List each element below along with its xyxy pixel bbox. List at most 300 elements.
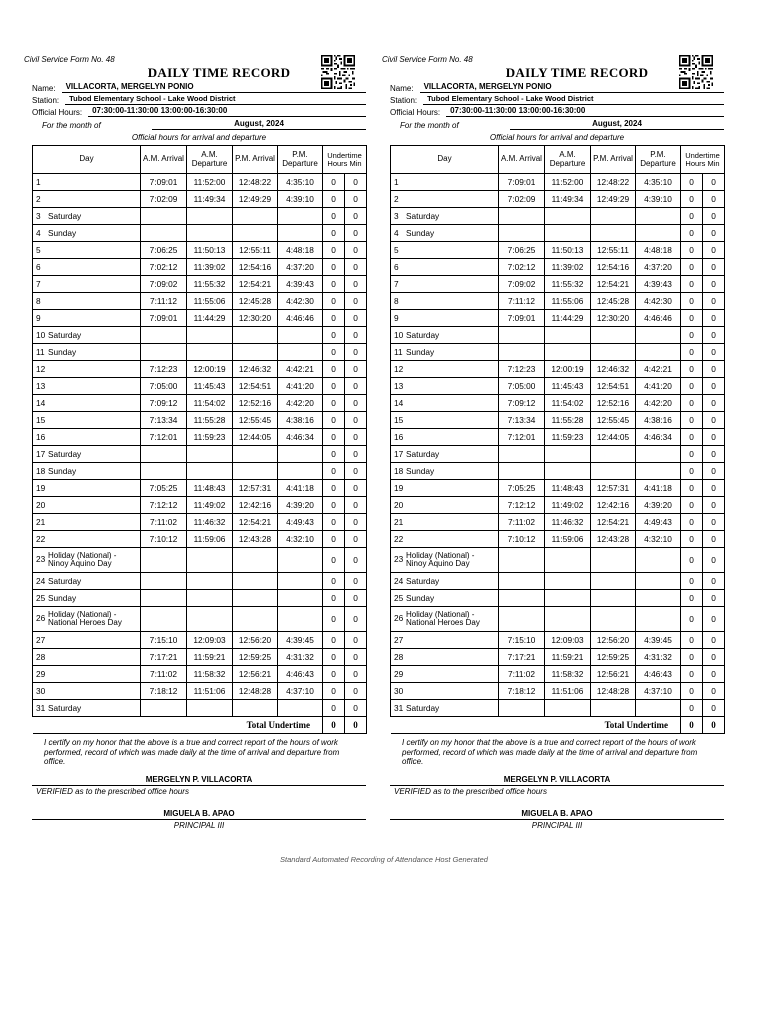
official-hours-line [390, 105, 724, 117]
table-row [391, 683, 725, 700]
cell-am-arr [499, 548, 545, 573]
cell-min: 0 [703, 310, 725, 327]
cell-hrs: 0 [323, 666, 345, 683]
day-number: 8 [394, 296, 399, 306]
cell-pm-dep [278, 548, 323, 573]
cell-pm-dep: 4:37:10 [636, 683, 681, 700]
cell-pm-arr: 12:59:25 [591, 649, 636, 666]
name-line [390, 81, 724, 93]
cell-pm-arr: 12:43:28 [233, 531, 278, 548]
table-row [391, 649, 725, 666]
cell-pm-arr: 12:48:28 [591, 683, 636, 700]
cell-am-arr: 7:02:09 [141, 191, 187, 208]
cell-am-dep [545, 548, 591, 573]
day-number: 18 [394, 466, 404, 476]
cell-am-arr: 7:13:34 [141, 412, 187, 429]
cell-hrs: 0 [323, 327, 345, 344]
name-line [32, 81, 366, 93]
cell-am-arr: 7:13:34 [499, 412, 545, 429]
cell-hrs: 0 [681, 666, 703, 683]
day-cell [33, 497, 141, 514]
cell-pm-dep: 4:39:10 [278, 191, 323, 208]
table-row [391, 632, 725, 649]
total-minutes: 0 [703, 717, 725, 734]
employee-signature: MERGELYN P. VILLACORTA [390, 774, 724, 786]
cell-pm-arr: 12:44:05 [233, 429, 278, 446]
table-row [391, 446, 725, 463]
official-hours-value: 07:30:00-11:30:00 13:00:00-16:30:00 [446, 105, 724, 117]
cell-hrs: 0 [681, 514, 703, 531]
cell-am-dep [187, 225, 233, 242]
table-row [391, 276, 725, 293]
cell-am-dep [545, 573, 591, 590]
cell-hrs: 0 [681, 607, 703, 632]
cell-pm-dep: 4:38:16 [636, 412, 681, 429]
cell-pm-dep: 4:46:46 [636, 310, 681, 327]
col-pm-arrival: P.M. Arrival [233, 146, 278, 174]
cell-pm-arr: 12:55:11 [591, 242, 636, 259]
cell-pm-arr: 12:48:22 [591, 174, 636, 191]
cell-pm-dep [636, 700, 681, 717]
day-number: 1 [36, 177, 41, 187]
total-undertime-label: Total Undertime [33, 717, 323, 734]
month-label: For the month of [400, 121, 459, 130]
day-cell [33, 531, 141, 548]
cell-min: 0 [345, 607, 367, 632]
cell-am-arr [141, 607, 187, 632]
station-label: Station: [32, 96, 60, 105]
day-cell [391, 327, 499, 344]
cell-am-arr: 7:17:21 [499, 649, 545, 666]
cell-pm-dep [636, 225, 681, 242]
day-number: 7 [36, 279, 41, 289]
table-row [33, 225, 367, 242]
cell-min: 0 [703, 590, 725, 607]
day-label: Holiday (National) - National Heroes Day [406, 610, 480, 627]
table-row [33, 259, 367, 276]
cell-min: 0 [345, 361, 367, 378]
cell-hrs: 0 [323, 514, 345, 531]
cell-pm-dep: 4:31:32 [278, 649, 323, 666]
cell-pm-arr [233, 463, 278, 480]
cell-hrs: 0 [323, 225, 345, 242]
cell-pm-dep: 4:42:21 [636, 361, 681, 378]
cell-am-dep: 12:09:03 [187, 632, 233, 649]
day-label: Saturday [406, 330, 440, 340]
cell-pm-arr: 12:54:21 [233, 276, 278, 293]
day-number: 16 [36, 432, 46, 442]
cell-min: 0 [703, 259, 725, 276]
day-number: 31 [394, 703, 404, 713]
table-row [391, 293, 725, 310]
cell-am-arr: 7:18:12 [141, 683, 187, 700]
day-cell [391, 590, 499, 607]
supervisor-name: MIGUELA B. APAO [390, 808, 724, 820]
dtr-form-right [382, 54, 724, 831]
cell-hrs: 0 [323, 310, 345, 327]
cell-pm-arr: 12:56:21 [233, 666, 278, 683]
day-cell [33, 700, 141, 717]
month-value: August, 2024 [152, 118, 366, 130]
cell-hrs: 0 [323, 700, 345, 717]
day-cell [33, 395, 141, 412]
day-number: 11 [36, 347, 45, 357]
cell-min: 0 [345, 276, 367, 293]
day-number: 13 [36, 381, 46, 391]
cell-am-arr [499, 327, 545, 344]
table-body [33, 174, 367, 717]
cell-hrs: 0 [681, 327, 703, 344]
table-row [391, 344, 725, 361]
cell-min: 0 [703, 344, 725, 361]
cell-hrs: 0 [323, 446, 345, 463]
day-number: 8 [36, 296, 41, 306]
cell-hrs: 0 [323, 361, 345, 378]
cell-min: 0 [345, 531, 367, 548]
day-cell [33, 632, 141, 649]
month-value: August, 2024 [510, 118, 724, 130]
table-row [33, 548, 367, 573]
cell-am-dep: 12:00:19 [545, 361, 591, 378]
day-cell [391, 191, 499, 208]
table-row [33, 310, 367, 327]
col-day: Day [33, 146, 141, 174]
cell-hrs: 0 [323, 412, 345, 429]
cell-min: 0 [703, 276, 725, 293]
cell-am-dep: 11:51:06 [187, 683, 233, 700]
cell-am-dep: 11:52:00 [545, 174, 591, 191]
cell-pm-dep: 4:39:45 [636, 632, 681, 649]
day-number: 28 [36, 652, 46, 662]
cell-hrs: 0 [681, 497, 703, 514]
cell-pm-dep: 4:39:45 [278, 632, 323, 649]
day-label: Sunday [48, 347, 77, 357]
col-day: Day [391, 146, 499, 174]
day-number: 4 [36, 228, 41, 238]
cell-min: 0 [703, 361, 725, 378]
cell-min: 0 [345, 327, 367, 344]
cell-am-arr [499, 573, 545, 590]
cell-hrs: 0 [323, 174, 345, 191]
cell-am-arr: 7:05:00 [499, 378, 545, 395]
cell-hrs: 0 [681, 293, 703, 310]
day-label: Sunday [406, 593, 435, 603]
cell-pm-arr: 12:55:45 [233, 412, 278, 429]
cell-pm-dep [636, 344, 681, 361]
day-cell [33, 174, 141, 191]
cell-am-dep [187, 548, 233, 573]
day-number: 22 [394, 534, 404, 544]
cell-hrs: 0 [323, 683, 345, 700]
cell-am-dep: 11:39:02 [545, 259, 591, 276]
table-row [33, 412, 367, 429]
cell-am-dep [187, 590, 233, 607]
cell-hrs: 0 [323, 208, 345, 225]
day-number: 21 [36, 517, 46, 527]
cell-hrs: 0 [323, 259, 345, 276]
cell-pm-dep [278, 344, 323, 361]
cell-min: 0 [345, 497, 367, 514]
day-label: Saturday [48, 330, 82, 340]
cell-pm-dep: 4:42:20 [278, 395, 323, 412]
cell-min: 0 [703, 666, 725, 683]
table-row [391, 429, 725, 446]
cell-am-dep: 11:59:21 [187, 649, 233, 666]
cell-pm-arr [591, 208, 636, 225]
cell-hrs: 0 [681, 361, 703, 378]
day-number: 11 [394, 347, 403, 357]
cell-min: 0 [703, 208, 725, 225]
cell-am-dep: 11:54:02 [187, 395, 233, 412]
cell-pm-arr [233, 573, 278, 590]
cell-pm-dep: 4:35:10 [278, 174, 323, 191]
attendance-table [390, 145, 725, 734]
day-number: 22 [36, 534, 46, 544]
cell-am-arr [141, 548, 187, 573]
table-row [391, 191, 725, 208]
table-row [391, 310, 725, 327]
table-header-row [391, 146, 725, 174]
month-line [390, 117, 724, 130]
table-row [391, 548, 725, 573]
table-row [33, 208, 367, 225]
cell-am-arr: 7:09:02 [499, 276, 545, 293]
form-title: DAILY TIME RECORD [505, 65, 649, 80]
day-cell [33, 446, 141, 463]
cell-pm-dep [636, 463, 681, 480]
day-number: 5 [36, 245, 41, 255]
cell-am-dep: 11:52:00 [187, 174, 233, 191]
cell-am-dep: 11:54:02 [545, 395, 591, 412]
table-row [33, 463, 367, 480]
cell-pm-dep: 4:49:43 [636, 514, 681, 531]
cell-am-arr [499, 225, 545, 242]
cell-am-dep: 11:58:32 [545, 666, 591, 683]
cell-am-dep [187, 463, 233, 480]
day-cell [391, 480, 499, 497]
day-number: 15 [394, 415, 404, 425]
cell-hrs: 0 [681, 225, 703, 242]
form-number: Civil Service Form No. 48 [382, 55, 473, 64]
day-number: 21 [394, 517, 404, 527]
cell-hrs: 0 [681, 344, 703, 361]
day-number: 3 [394, 211, 399, 221]
cell-am-dep: 11:46:32 [545, 514, 591, 531]
day-number: 9 [394, 313, 399, 323]
cell-pm-dep: 4:41:20 [636, 378, 681, 395]
cell-min: 0 [703, 242, 725, 259]
cell-hrs: 0 [323, 573, 345, 590]
cell-min: 0 [345, 632, 367, 649]
cell-am-arr [141, 700, 187, 717]
cell-hrs: 0 [323, 293, 345, 310]
cell-min: 0 [703, 497, 725, 514]
cell-pm-dep [278, 225, 323, 242]
supervisor-position: PRINCIPAL III [173, 821, 225, 830]
name-label: Name: [390, 84, 414, 93]
qr-code-icon [676, 55, 716, 89]
table-row [391, 412, 725, 429]
cell-pm-dep [278, 208, 323, 225]
cell-min: 0 [345, 259, 367, 276]
cell-pm-dep: 4:37:10 [278, 683, 323, 700]
table-row [33, 531, 367, 548]
cell-min: 0 [703, 649, 725, 666]
day-cell [33, 361, 141, 378]
cell-min: 0 [345, 174, 367, 191]
cell-am-arr: 7:10:12 [499, 531, 545, 548]
day-number: 5 [394, 245, 399, 255]
day-cell [391, 242, 499, 259]
cell-am-dep [187, 573, 233, 590]
cell-am-dep: 11:55:06 [545, 293, 591, 310]
cell-pm-dep: 4:32:10 [636, 531, 681, 548]
table-row [33, 607, 367, 632]
cell-hrs: 0 [681, 174, 703, 191]
cell-am-arr: 7:12:01 [141, 429, 187, 446]
table-row [391, 480, 725, 497]
cell-pm-arr: 12:54:16 [233, 259, 278, 276]
cell-am-dep: 11:55:28 [187, 412, 233, 429]
cell-am-dep: 11:48:43 [187, 480, 233, 497]
official-hours-label: Official Hours: [32, 108, 83, 117]
day-label: Saturday [48, 703, 82, 713]
cell-pm-arr: 12:55:45 [591, 412, 636, 429]
cell-am-arr [141, 208, 187, 225]
cell-am-dep [545, 344, 591, 361]
verified-text: VERIFIED as to the prescribed office hours [36, 787, 189, 796]
table-row [33, 573, 367, 590]
cell-pm-dep: 4:46:43 [278, 666, 323, 683]
day-cell [391, 174, 499, 191]
day-number: 3 [36, 211, 41, 221]
cell-am-arr: 7:15:10 [141, 632, 187, 649]
day-cell [391, 225, 499, 242]
day-number: 30 [36, 686, 46, 696]
col-pm-departure: P.M. Departure [636, 146, 681, 174]
cell-pm-arr: 12:56:20 [591, 632, 636, 649]
day-number: 15 [36, 415, 46, 425]
day-number: 19 [394, 483, 404, 493]
cell-pm-arr [233, 607, 278, 632]
cell-hrs: 0 [681, 429, 703, 446]
cell-pm-dep: 4:39:43 [636, 276, 681, 293]
official-hours-note: Official hours for arrival and departure [131, 133, 267, 142]
cell-pm-dep: 4:49:43 [278, 514, 323, 531]
cell-am-dep [545, 463, 591, 480]
cell-min: 0 [345, 191, 367, 208]
cell-pm-arr: 12:48:22 [233, 174, 278, 191]
cell-am-dep [187, 344, 233, 361]
day-number: 31 [36, 703, 46, 713]
cell-am-arr [141, 446, 187, 463]
cell-hrs: 0 [681, 259, 703, 276]
cell-min: 0 [703, 293, 725, 310]
table-row [391, 700, 725, 717]
day-cell [391, 700, 499, 717]
day-number: 19 [36, 483, 46, 493]
cell-am-arr: 7:09:02 [141, 276, 187, 293]
cell-min: 0 [345, 683, 367, 700]
cell-pm-dep [636, 327, 681, 344]
cell-am-arr: 7:12:12 [141, 497, 187, 514]
cell-pm-arr [591, 573, 636, 590]
cell-am-arr [141, 463, 187, 480]
cell-pm-dep [636, 446, 681, 463]
day-number: 24 [394, 576, 404, 586]
table-row [33, 666, 367, 683]
day-number: 17 [394, 449, 404, 459]
cell-min: 0 [345, 208, 367, 225]
cell-min: 0 [345, 412, 367, 429]
cell-min: 0 [703, 327, 725, 344]
cell-am-dep: 11:49:34 [545, 191, 591, 208]
station-label: Station: [390, 96, 418, 105]
table-row [391, 174, 725, 191]
day-cell [391, 514, 499, 531]
day-label: Holiday (National) - Ninoy Aquino Day [48, 551, 117, 568]
cell-hrs: 0 [681, 683, 703, 700]
certification-text: I certify on my honor that the above is a true and correct report of the hours of work performed, record of which was made daily at the time of arrival and departure from office. [402, 738, 698, 766]
cell-am-arr: 7:10:12 [141, 531, 187, 548]
table-row [391, 514, 725, 531]
day-cell [391, 276, 499, 293]
cell-pm-arr [233, 327, 278, 344]
cell-hrs: 0 [323, 497, 345, 514]
cell-am-dep [545, 225, 591, 242]
day-label: Saturday [48, 449, 82, 459]
cell-min: 0 [703, 548, 725, 573]
cell-hrs: 0 [323, 395, 345, 412]
cell-min: 0 [703, 683, 725, 700]
day-label: Saturday [406, 449, 440, 459]
cell-am-dep: 11:49:02 [187, 497, 233, 514]
day-number: 18 [36, 466, 46, 476]
cell-am-arr: 7:11:02 [141, 514, 187, 531]
day-number: 17 [36, 449, 46, 459]
cell-am-dep: 11:49:02 [545, 497, 591, 514]
day-label: Saturday [48, 211, 82, 221]
day-number: 12 [36, 364, 46, 374]
cell-am-arr: 7:09:12 [141, 395, 187, 412]
day-cell [33, 225, 141, 242]
cell-pm-dep: 4:32:10 [278, 531, 323, 548]
cell-am-arr: 7:09:12 [499, 395, 545, 412]
certification-text: I certify on my honor that the above is a true and correct report of the hours of work performed, record of which was made daily at the time of arrival and departure from office. [44, 738, 340, 766]
cell-pm-arr [591, 327, 636, 344]
month-label: For the month of [42, 121, 101, 130]
cell-pm-arr: 12:49:29 [233, 191, 278, 208]
table-row [33, 446, 367, 463]
day-number: 6 [394, 262, 399, 272]
cell-pm-arr: 12:42:16 [233, 497, 278, 514]
cell-pm-dep: 4:42:30 [636, 293, 681, 310]
cell-am-arr: 7:12:01 [499, 429, 545, 446]
day-cell [391, 548, 499, 573]
cell-pm-dep [636, 590, 681, 607]
cell-am-arr: 7:05:25 [141, 480, 187, 497]
cell-am-arr [499, 208, 545, 225]
cell-min: 0 [345, 378, 367, 395]
cell-pm-arr: 12:54:51 [233, 378, 278, 395]
col-pm-arrival: P.M. Arrival [591, 146, 636, 174]
day-number: 1 [394, 177, 399, 187]
cell-am-dep: 11:45:43 [187, 378, 233, 395]
cell-pm-arr: 12:48:28 [233, 683, 278, 700]
cell-min: 0 [345, 242, 367, 259]
cell-pm-dep: 4:39:10 [636, 191, 681, 208]
total-minutes: 0 [345, 717, 367, 734]
